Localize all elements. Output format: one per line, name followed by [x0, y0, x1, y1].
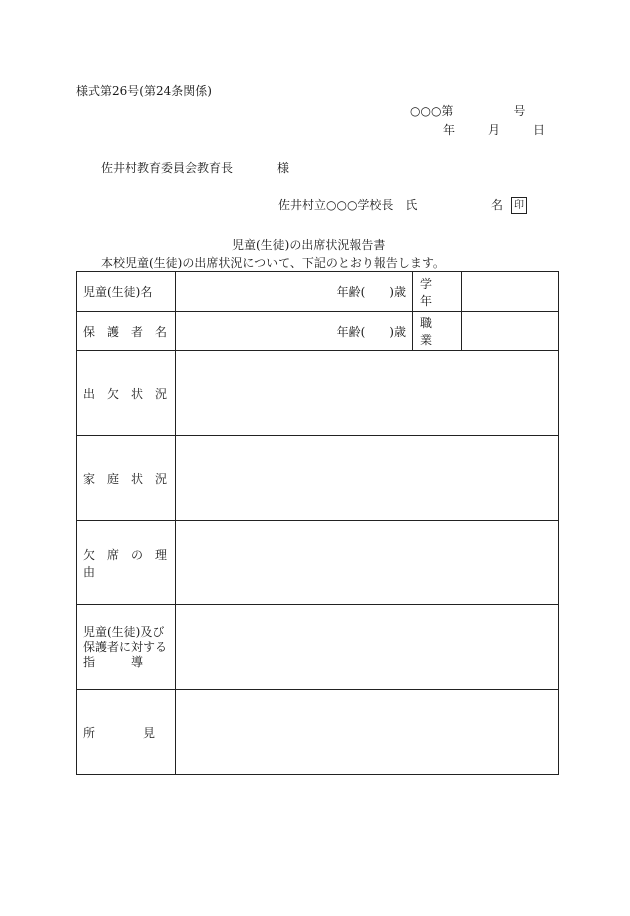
child-name-label: 児童(生徒)名 [77, 272, 176, 312]
family-status-field[interactable] [176, 436, 559, 521]
table-row [77, 436, 559, 521]
guidance-label-line2: 保護者に対する [83, 639, 168, 654]
addressee-name: 佐井村教育委員会教育長 [101, 161, 234, 175]
opinion-label: 所 見 [77, 690, 176, 775]
opinion-field[interactable] [176, 690, 559, 775]
grade-label: 学 年 [413, 272, 462, 312]
guidance-field[interactable] [176, 605, 559, 690]
doc-number: ○○○第 号 [410, 104, 526, 118]
table-row [77, 605, 559, 690]
report-table [76, 271, 559, 775]
addressee-honorific: 様 [277, 161, 290, 175]
intro-text: 本校児童(生徒)の出席状況について、下記のとおり報告します。 [101, 256, 445, 270]
table-row [77, 521, 559, 605]
table-row [77, 351, 559, 436]
attendance-status-field[interactable] [176, 351, 559, 436]
occupation-label: 職 業 [413, 312, 462, 351]
seal-mark: 印 [511, 197, 527, 214]
child-age[interactable]: 年齢( )歳 [176, 272, 413, 312]
family-status-label: 家 庭 状 況 [77, 436, 176, 521]
attendance-status-label: 出 欠 状 況 [77, 351, 176, 436]
document-title: 児童(生徒)の出席状況報告書 [232, 238, 386, 252]
form-number: 様式第26号(第24条関係) [76, 84, 212, 98]
guidance-label [77, 605, 176, 690]
sender-title: 佐井村立○○○学校長 氏 [278, 198, 418, 212]
guardian-name-label: 保 護 者 名 [77, 312, 176, 351]
grade-value[interactable] [462, 272, 559, 312]
table-row [77, 312, 559, 351]
guardian-age[interactable]: 年齢( )歳 [176, 312, 413, 351]
absence-reason-label: 欠 席 の 理 由 [77, 521, 176, 605]
sender-name-label: 名 [491, 198, 504, 212]
guidance-label-line3: 指 導 [83, 654, 144, 669]
guidance-label-line1: 児童(生徒)及び [83, 624, 165, 639]
date-line: 年 月 日 [443, 123, 549, 137]
occupation-value[interactable] [462, 312, 559, 351]
absence-reason-field[interactable] [176, 521, 559, 605]
table-row [77, 690, 559, 775]
table-row [77, 272, 559, 312]
